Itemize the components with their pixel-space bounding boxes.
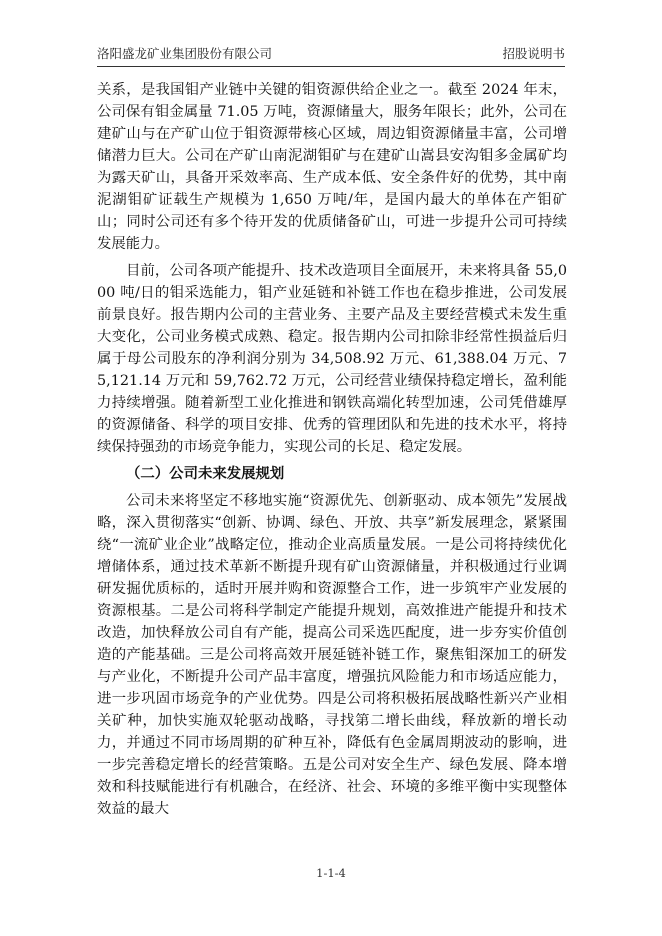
section-heading: （二）公司未来发展规划 bbox=[126, 466, 285, 482]
page-number: 1-1-4 bbox=[316, 866, 346, 880]
paragraph-development-plan: 公司未来将坚定不移地实施“资源优先、创新驱动、成本领先”发展战略，深入贯彻落实“创新、协调、绿色、开放、共享”新发展理念，紧紧围绕“一流矿业企业”战略定位，推动企业高质量发展。一是公司将持续优化增储体系，通过技术革新不断提升现有矿山资源储量，并积极通过行业调研发掘优质标的，适时开展并购和资源整合工作，进一步筑牢产业发展的资源根基。二是公司将科学制定产能提升规划，高效推进产能提升和技术改造，加快释放公司自有产能，提高公司采选匹配度，进一步夯实价值创造的产能基础。三是公司将高效开展延链补链工作，聚焦钼深加工的研发与产业化，不断提升公司产品丰富度，增强抗风险能力和市场适应能力，进一步巩固市场竞争的产业优势。四是公司将积极拓展战略性新兴产业相关矿种，加快实施双轮驱动战略，寻找第二增长曲线，释放新的增长动力，并通过不同市场周期的矿种互补，降低有色金属周期波动的影响，进一步完善稳定增长的经营策略。五是公司对安全生产、绿色发展、降本增效和科技赋能进行有机融合，在经济、社会、环境的多维平衡中实现整体效益的最大 bbox=[97, 493, 567, 817]
document-title: 招股说明书 bbox=[502, 46, 565, 61]
company-name: 洛阳盛龙矿业集团股份有限公司 bbox=[97, 46, 273, 61]
paragraph-current-status: 目前，公司各项产能提升、技术改造项目全面展开，未来将具备 55,000 吨/日的钼采选能力，钼产业延链和补链工作也在稳步推进，公司发展前景良好。报告期内公司的主营业务、主要产品及主要经营模式未发生重大变化，公司业务模式成熟、稳定。报告期内公司扣除非经常性损益后归属于母公司股东的净利润分别为 34,508.92 万元、61,388.04 万元、75,121.14 万元和 59,762.72 万元，公司经营业绩保持稳定增长，盈利能力持续增强。随着新型工业化推进和钢铁高端化转型加速，公司凭借雄厚的资源储备、科学的项目安排、优秀的管理团队和先进的技术水平，将持续保持强劲的市场竞争能力，实现公司的长足、稳定发展。 bbox=[97, 263, 567, 455]
paragraph-resources: 关系，是我国钼产业链中关键的钼资源供给企业之一。截至 2024 年末，公司保有钼金属量 71.05 万吨，资源储量大，服务年限长；此外，公司在建矿山与在产矿山位于钼资源带核心区域，周边钼资源储量丰富，公司增储潜力巨大。公司在产矿山南泥湖钼矿与在建矿山嵩县安沟钼多金属矿均为露天矿山，具备开采效率高、生产成本低、安全条件好的优势，其中南泥湖钼矿证载生产规模为 1,650 万吨/年，是国内最大的单体在产钼矿山；同时公司还有多个待开发的优质储备矿山，可进一步提升公司可持续发展能力。 bbox=[97, 82, 567, 252]
page-header bbox=[97, 44, 565, 67]
document-body bbox=[97, 79, 567, 825]
